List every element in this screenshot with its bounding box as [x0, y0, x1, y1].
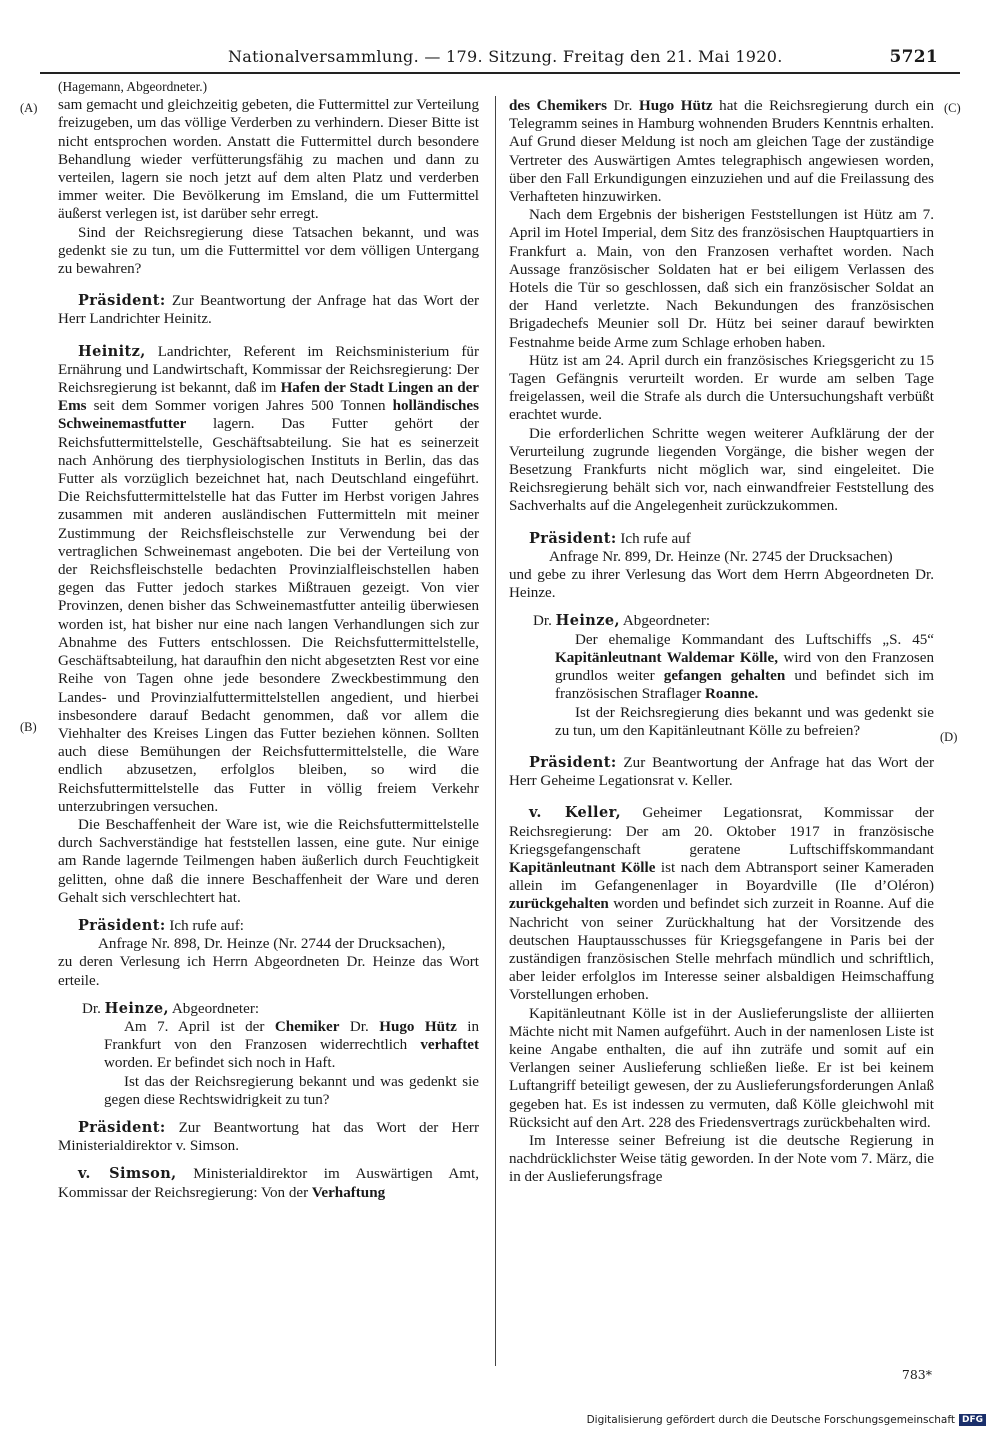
left-column	[58, 78, 479, 1202]
paragraph: Kapitänleutnant Kölle ist in der Auslieferungsliste der alliierten Mächte nicht mit Namen aufgeführt. Auch in der namenlosen Liste ist keine Angabe enthalten, die auf ihn zuträfe und somit auf ein Verlangen seiner Auslieferung schließen ließe. Er ist bei keinem Luftangriff beteiligt gewesen, der zu Auslieferungsforderungen Anlaß gegeben hat. Es ist indessen zu vermuten, daß Kölle gleichwohl mit Rücksicht auf den Art. 228 des Friedensvertrags zurückbehalten wird.	[509, 1005, 934, 1131]
margin-mark-b: (B)	[20, 720, 37, 734]
speech-simson	[58, 1165, 479, 1201]
speaker-name: Präsident:	[529, 529, 617, 547]
speech-praesident	[509, 754, 934, 790]
speech-text: Ich rufe auf:	[165, 917, 244, 934]
right-column	[509, 97, 934, 1187]
speech-text: Ich rufe auf	[616, 530, 691, 547]
paragraph: sam gemacht und gleichzeitig gebeten, die Futtermittel zur Verteilung freizugeben, um das völlige Verderben zu verhindern. Dieser Bitte ist nicht entsprochen worden. Anstatt die Futtermittel durch besondere Behandlung wieder verfütterungsfähig zu machen und dann zu verteilen, lagern sie noch jetzt auf dem alten Platz und verderben immer weiter. Die Bevölkerung im Emsland, die um Futtermittel äußerst verlegen ist, ist darüber sehr erregt.	[58, 97, 479, 223]
speech-text: Geheimer Legationsrat, Kommissar der Reichsregierung: Der am 20. Oktober 1917 in französische Kriegsgefangenschaft geratene Luftschiffskommandant	[509, 805, 934, 858]
emphasis: gefangen gehalten	[663, 668, 786, 685]
dfg-logo: DFG	[959, 1414, 986, 1426]
speech-text: lagern. Das Futter gehört der Reichsfuttermittelstelle, Geschäftsabteilung. Sie hat es seinerzeit nach Anhörung des tierphysiologischen Instituts in Berlin, das das Futter als vorzüglich bezeichnet hat, nach Deutschland eingeführt. Die Reichsfuttermittelstelle hat das Futter im Herbst vorigen Jahres zusammen mit anderen ausländischen Futtermitteln mit meiner Zustimmung der Reichsfleischstelle zur Verwendung bei der vertraglichen Schweinemast angeboten. Die bei der Verteilung von der Reichsfleischstelle bedachten Provinzialfleischstellen haben gegen das Futter jedoch starkes Mißtrauen gezeigt. Von vier Provinzen, denen bisher das Schweinemastfutter anteilig überwiesen worden ist, hat bisher nur eine nach langen Verhandlungen sich zur Abnahme des Futters entschlossen. Die Reichsfuttermittelstelle, Geschäftsabteilung, hat daraufhin den nicht abgesetzten Rest vor eine Reihe von Tagen ohne jede besondere Zweckbestimmung den Landes- und Provinzialfuttermittelstellen angedient, und hierbei insbesondere darauf Bedacht genommen, daß vor allem die Viehhalter des Kreises Lingen das Futter beziehen können. Sollten auch diese Bemühungen der Reichsfuttermittelstelle, die Ware endlich abzusetzen, erfolglos bleiben, so wird die Reichsfuttermittelstelle das Futter in völlig freiem Verkehr unterzubringen versuchen.	[58, 416, 479, 815]
emphasis: Kapitänleutnant Waldemar Kölle,	[555, 649, 778, 666]
credit-text: Digitalisierung gefördert durch die Deutsche Forschungsgemeinschaft	[586, 1414, 955, 1426]
emphasis: Roanne.	[705, 686, 759, 703]
speech-text: Zur Beantwortung der Anfrage hat das Wort der Herr Geheime Legationsrat v. Keller.	[509, 754, 934, 790]
running-header: Nationalversammlung. — 179. Sitzung. Freitag den 21. Mai 1920.	[228, 47, 783, 66]
paragraph: Die erforderlichen Schritte wegen weiterer Aufklärung der der Verurteilung zugrunde liegenden Vorgänge, die bisher wegen der Besetzung Frankfurts nicht möglich war, sind eingeleitet. Die Reichsregierung behält sich vor, nach einwandfreier Feststellung des Sachverhalts auf die Angelegenheit zurückzukommen.	[509, 425, 934, 515]
inquiry-text	[58, 1018, 479, 1073]
agenda-item: Anfrage Nr. 899, Dr. Heinze (Nr. 2745 der Drucksachen)	[549, 548, 893, 565]
agenda-item: Anfrage Nr. 898, Dr. Heinze (Nr. 2744 der Drucksachen),	[98, 936, 446, 953]
emphasis: Hugo Hütz	[379, 1018, 457, 1035]
speech-heinze-header	[509, 612, 934, 630]
emphasis: Verhaftung	[311, 1184, 386, 1201]
speaker-name: Heinitz,	[78, 342, 146, 360]
speaker-name: Präsident:	[78, 916, 166, 934]
paragraph: Sind der Reichsregierung diese Tatsachen bekannt, und was gedenkt sie zu tun, um die Futtermittel vor dem völligen Untergang zu bewahren?	[58, 224, 479, 278]
speaker-name: Präsident:	[529, 753, 617, 771]
speaker-name: Präsident:	[78, 1118, 166, 1136]
speech-simson-continued	[509, 97, 934, 206]
speaker-name: Heinze,	[555, 612, 620, 630]
paragraph: Im Interesse seiner Befreiung ist die deutsche Regierung in nachdrücklichster Weise tätig geworden. In der Note vom 7. März, die in der Auslieferungsfrage	[509, 1132, 934, 1186]
speaker-title: Dr.	[533, 613, 556, 630]
speech-text: Zur Beantwortung der Anfrage hat das Wort der Herr Landrichter Heinitz.	[58, 293, 479, 328]
inquiry-question: Ist der Reichsregierung dies bekannt und was gedenkt sie zu tun, um den Kapitänleutnant Kölle zu befreien?	[555, 704, 934, 739]
emphasis: zurückgehalten	[509, 896, 609, 913]
speech-text: worden. Er befindet sich noch in Haft.	[104, 1055, 336, 1072]
emphasis: verhaftet	[420, 1037, 479, 1054]
page-number: 5721	[889, 47, 938, 67]
paragraph: und gebe zu ihrer Verlesung das Wort dem Herrn Abgeordneten Dr. Heinze.	[509, 567, 934, 602]
emphasis: holländisches Schweinemastfutter	[58, 398, 479, 433]
speaker-name: v. Simson,	[78, 1165, 177, 1183]
paragraph: zu deren Verlesung ich Herrn Abgeordneten Dr. Heinze das Wort erteile.	[58, 954, 479, 989]
speech-praesident	[58, 1119, 479, 1155]
speech-praesident	[58, 917, 479, 935]
paragraph: Nach dem Ergebnis der bisherigen Feststellungen ist Hütz am 7. April im Hotel Imperial, dem Sitz des französischen Hauptquartiers in Frankfurt a. Main, von den Franzosen verhaftet worden. Nach Aussage französischer Soldaten hat er bei eiligem Verlassen des Hotels die Tür so geschlossen, daß sich ein französischer Soldat an der Hand verletzte. Nach Bekundungen des französischen Brigadechefs Meunier soll Dr. Hütz bei seiner darauf bewirkten Festnahme beide Arme zum Schlage erhoben haben.	[509, 207, 934, 351]
speech-text: Landrichter, Referent im Reichsministerium für Ernährung und Landwirtschaft, Kommissar der Reichsregierung: Der Reichsregierung ist bekannt, daß im	[58, 343, 479, 397]
speaker-role: Abgeordneter:	[168, 1000, 260, 1017]
speech-text: Dr.	[606, 98, 639, 114]
speaker-title: Dr.	[82, 1000, 105, 1017]
paragraph: Hütz ist am 24. April durch ein französisches Kriegsgericht zu 15 Tagen Gefängnis verurteilt worden. Er wurde am selben Tage freigelassen, weil die Strafe als durch die Untersuchungshaft verbüßt erachtet wurde.	[509, 352, 934, 424]
speaker-name: v. Keller,	[529, 804, 622, 822]
speech-text: Ministerialdirektor im Auswärtigen Amt, Kommissar der Reichsregierung: Von der	[58, 1166, 479, 1201]
speech-text: Am 7. April ist der	[124, 1018, 275, 1035]
emphasis: Hugo Hütz	[638, 98, 713, 114]
emphasis: Chemiker	[274, 1018, 340, 1035]
margin-mark-c: (C)	[944, 101, 961, 115]
emphasis: des Chemikers	[509, 98, 607, 114]
speech-text: hat die Reichsregierung durch ein Telegramm seines in Hamburg wohnenden Bruders Kenntnis erhalten. Auf Grund dieser Meldung ist noch am gleichen Tage der zuständige Vertreter des Auswärtigen Amtes telegraphisch angewiesen worden, über den Fall Erkundigungen einzuziehen und auf die Freilassung des Verhafteten hinzuwirken.	[509, 98, 934, 206]
inquiry-question: Ist das der Reichsregierung bekannt und was gedenkt sie gegen diese Rechtswidrigkeit zu tun?	[104, 1073, 479, 1108]
speech-text: ist nach dem Abtransport seiner Kameraden allein im Gefangenenlager in Boyardville (Ile d’Oléron)	[509, 859, 935, 895]
emphasis: Hafen der Stadt Lingen an der Ems	[58, 380, 480, 415]
inquiry-text	[509, 631, 934, 704]
speech-text: Zur Beantwortung hat das Wort der Herr Ministerialdirektor v. Simson.	[58, 1119, 479, 1155]
emphasis: Kapitänleutnant Kölle	[509, 859, 656, 876]
speaker-name: Heinze,	[104, 999, 169, 1017]
speech-heinitz	[58, 343, 479, 816]
speech-text: und befindet sich im französischen Straflager	[555, 668, 934, 703]
speech-text: wird von den Franzosen grundlos weiter	[555, 649, 934, 685]
digitization-credit	[587, 1414, 986, 1426]
margin-mark-d: (D)	[940, 730, 958, 744]
speaker-name: Präsident:	[78, 292, 166, 310]
margin-mark-a: (A)	[20, 101, 38, 115]
header-rule	[40, 72, 960, 74]
speaker-role: Abgeordneter:	[619, 613, 711, 630]
speaker-continuation-tag: (Hagemann, Abgeordneter.)	[58, 79, 208, 94]
speech-text: in Frankfurt von den Franzosen widerrechtlich	[104, 1018, 480, 1054]
speech-praesident	[509, 530, 934, 548]
speech-text: Dr.	[339, 1018, 380, 1035]
column-divider	[495, 96, 496, 1366]
paragraph: Die Beschaffenheit der Ware ist, wie die Reichsfuttermittelstelle durch Sachverständige hat feststellen lassen, eine gute. Nur einige am Rande lagernde Teilmengen haben äußerlich durch Feuchtigkeit gelitten, ohne daß die innere Beschaffenheit der Ware und deren Gehalt sich verschlechtert hat.	[58, 816, 479, 906]
speech-heinze-header	[58, 1000, 479, 1018]
speech-text: worden und befindet sich zurzeit in Roanne. Auf die Nachricht von seiner Zurückhaltung hat der Vorsitzende des deutschen Hauptausschusses für Kriegsgefangene in Paris bei der zuständigen französischen Stelle mehrfach mündlich und schriftlich, aber leider erfolglos im Interesse seiner alsbaldigen Heimschaffung Vorstellungen erhoben.	[509, 896, 934, 1004]
speech-keller	[509, 804, 934, 1004]
speech-text: seit dem Sommer vorigen Jahres 500 Tonnen	[86, 398, 393, 415]
signature-mark: 783*	[901, 1367, 932, 1382]
speech-praesident	[58, 292, 479, 328]
speech-text: Der ehemalige Kommandant des Luftschiffs „S. 45“	[575, 631, 934, 648]
